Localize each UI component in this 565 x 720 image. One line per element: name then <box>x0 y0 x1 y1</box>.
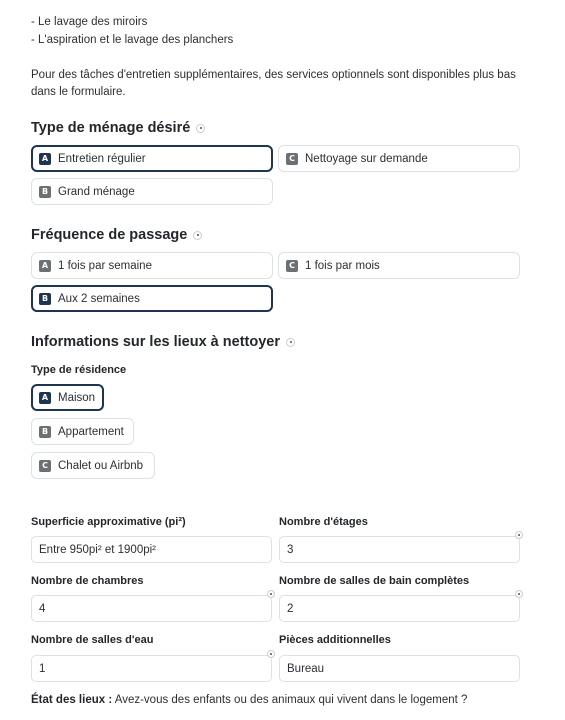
key-a-icon: A <box>39 153 51 165</box>
etat-des-lieux-question <box>31 694 467 706</box>
intro-paragraph: Pour des tâches d'entretien supplémentaires, des services optionnels sont disponibles plus bas dans le formulaire. <box>31 69 516 98</box>
salles-bain-label: Nombre de salles de bain complètes <box>279 575 470 587</box>
key-c-icon: C <box>39 460 51 472</box>
option-appartement[interactable] <box>31 418 134 445</box>
key-c-icon: C <box>286 260 298 272</box>
residence-type-label: Type de résidence <box>31 364 127 376</box>
section-title-lieux-text: Informations sur les lieux à nettoyer <box>31 334 280 350</box>
section-title-menage <box>31 120 205 136</box>
salles-bain-input[interactable] <box>280 596 519 621</box>
option-aux-2-semaines[interactable] <box>31 285 273 312</box>
key-a-icon: A <box>39 392 51 404</box>
chambres-input[interactable] <box>32 596 271 621</box>
option-maison[interactable] <box>31 384 104 411</box>
key-a-icon: A <box>39 260 51 272</box>
superficie-field[interactable] <box>31 536 272 563</box>
section-title-menage-text: Type de ménage désiré <box>31 120 191 136</box>
option-label: Chalet ou Airbnb <box>58 459 144 472</box>
required-icon <box>196 124 205 133</box>
option-label: 1 fois par mois <box>305 259 380 272</box>
intro-line-planchers: - L'aspiration et le lavage des planchers <box>31 34 234 46</box>
option-label: Aux 2 semaines <box>58 292 140 305</box>
etages-input[interactable] <box>280 537 519 562</box>
superficie-input[interactable] <box>32 537 271 562</box>
section-title-frequence-text: Fréquence de passage <box>31 227 188 243</box>
salles-bain-field[interactable] <box>279 595 520 622</box>
etages-label: Nombre d'étages <box>279 516 368 528</box>
salles-eau-label: Nombre de salles d'eau <box>31 634 154 646</box>
etat-label: État des lieux : <box>31 694 113 706</box>
required-icon <box>515 531 523 539</box>
salles-eau-input[interactable] <box>32 656 271 681</box>
option-1-fois-par-semaine[interactable] <box>31 252 273 279</box>
option-label: Grand ménage <box>58 185 135 198</box>
key-b-icon: B <box>39 293 51 305</box>
key-b-icon: B <box>39 426 51 438</box>
etat-question-text: Avez-vous des enfants ou des animaux qui vivent dans le logement ? <box>112 694 468 706</box>
intro-line-miroirs: - Le lavage des miroirs <box>31 16 148 28</box>
required-icon <box>193 231 202 240</box>
key-b-icon: B <box>39 186 51 198</box>
section-title-lieux <box>31 334 295 350</box>
salles-eau-field[interactable] <box>31 655 272 682</box>
required-icon <box>286 338 295 347</box>
required-icon <box>267 650 275 658</box>
option-chalet-airbnb[interactable] <box>31 452 155 479</box>
required-icon <box>267 590 275 598</box>
option-label: 1 fois par semaine <box>58 259 152 272</box>
option-label: Maison <box>58 391 96 404</box>
pieces-field[interactable] <box>279 655 520 682</box>
option-entretien-regulier[interactable] <box>31 145 273 172</box>
option-grand-menage[interactable] <box>31 178 273 205</box>
option-label: Entretien régulier <box>58 152 146 165</box>
key-c-icon: C <box>286 153 298 165</box>
superficie-label: Superficie approximative (pi²) <box>31 516 186 528</box>
option-nettoyage-sur-demande[interactable] <box>278 145 520 172</box>
option-1-fois-par-mois[interactable] <box>278 252 520 279</box>
etages-field[interactable] <box>279 536 520 563</box>
pieces-label: Pièces additionnelles <box>279 634 391 646</box>
pieces-input[interactable] <box>280 656 519 681</box>
chambres-field[interactable] <box>31 595 272 622</box>
option-label: Nettoyage sur demande <box>305 152 428 165</box>
required-icon <box>515 590 523 598</box>
chambres-label: Nombre de chambres <box>31 575 144 587</box>
option-label: Appartement <box>58 425 124 438</box>
section-title-frequence <box>31 227 202 243</box>
